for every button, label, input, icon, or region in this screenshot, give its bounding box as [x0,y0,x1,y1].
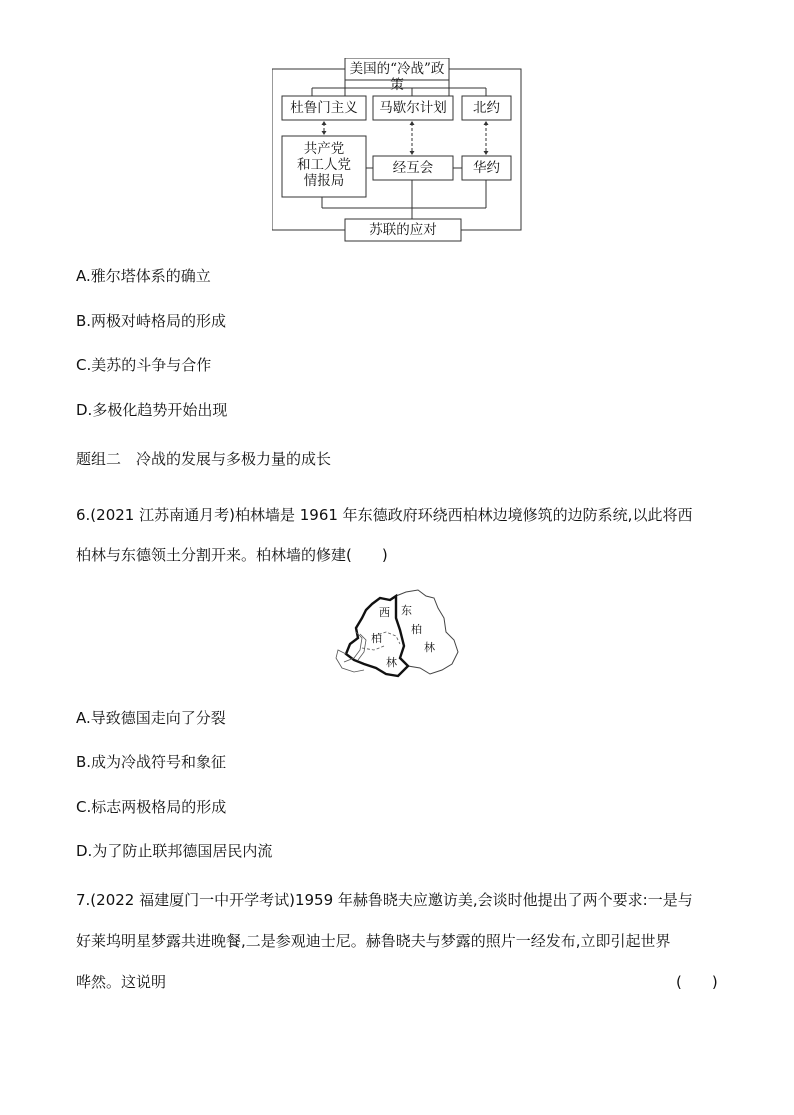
warsaw-pact-label: 华约 [473,160,500,176]
q5-option-b: B.两极对峙格局的形成 [76,312,227,330]
group-title: 题组二 冷战的发展与多极力量的成长 [76,450,332,468]
q5-option-c: C.美苏的斗争与合作 [76,356,212,374]
map-label-east-1: 东 [401,604,412,617]
cold-war-policy-diagram [272,58,522,244]
q6-option-a: A.导致德国走向了分裂 [76,709,226,727]
ussr-response-label: 苏联的应对 [369,222,437,238]
q6-option-c: C.标志两极格局的形成 [76,798,227,816]
berlin-map [334,588,460,684]
nato-label: 北约 [473,100,500,116]
us-cold-war-policy-label: 美国的“冷战”政策 [349,61,445,93]
q7-answer-paren: ( ) [676,973,718,991]
q6-stem-line-2: 柏林与东德领土分割开来。柏林墙的修建( ) [76,546,388,564]
map-label-west-2: 柏 [371,632,382,645]
q6-stem-line-1: 6.(2021 江苏南通月考)柏林墙是 1961 年东德政府环绕西柏林边境修筑的边防系统,以此将西 [76,506,693,524]
q5-option-d: D.多极化趋势开始出现 [76,401,228,419]
map-label-west-1: 西 [379,606,390,619]
cominform-line-3: 情报局 [303,173,345,189]
q6-option-b: B.成为冷战符号和象征 [76,753,227,771]
q5-option-a: A.雅尔塔体系的确立 [76,267,211,285]
cominform-line-1: 共产党 [303,141,345,157]
map-label-east-3: 林 [424,641,435,654]
q7-stem-line-3: 哗然。这说明 [76,973,167,991]
q6-option-d: D.为了防止联邦德国居民内流 [76,842,273,860]
map-label-east-2: 柏 [411,623,422,636]
marshall-plan-label: 马歇尔计划 [379,100,447,116]
truman-doctrine-label: 杜鲁门主义 [290,100,358,116]
map-label-west-3: 林 [386,656,397,669]
cominform-label [282,141,366,189]
berlin-map-outline [334,588,460,684]
cominform-line-2: 和工人党 [297,157,351,173]
comecon-label: 经互会 [392,160,434,176]
q7-stem-line-1: 7.(2022 福建厦门一中开学考试)1959 年赫鲁晓夫应邀访美,会谈时他提出了两个要求:一是与 [76,891,693,909]
q7-stem-line-2: 好莱坞明星梦露共进晚餐,二是参观迪士尼。赫鲁晓夫与梦露的照片一经发布,立即引起世界 [76,932,671,950]
